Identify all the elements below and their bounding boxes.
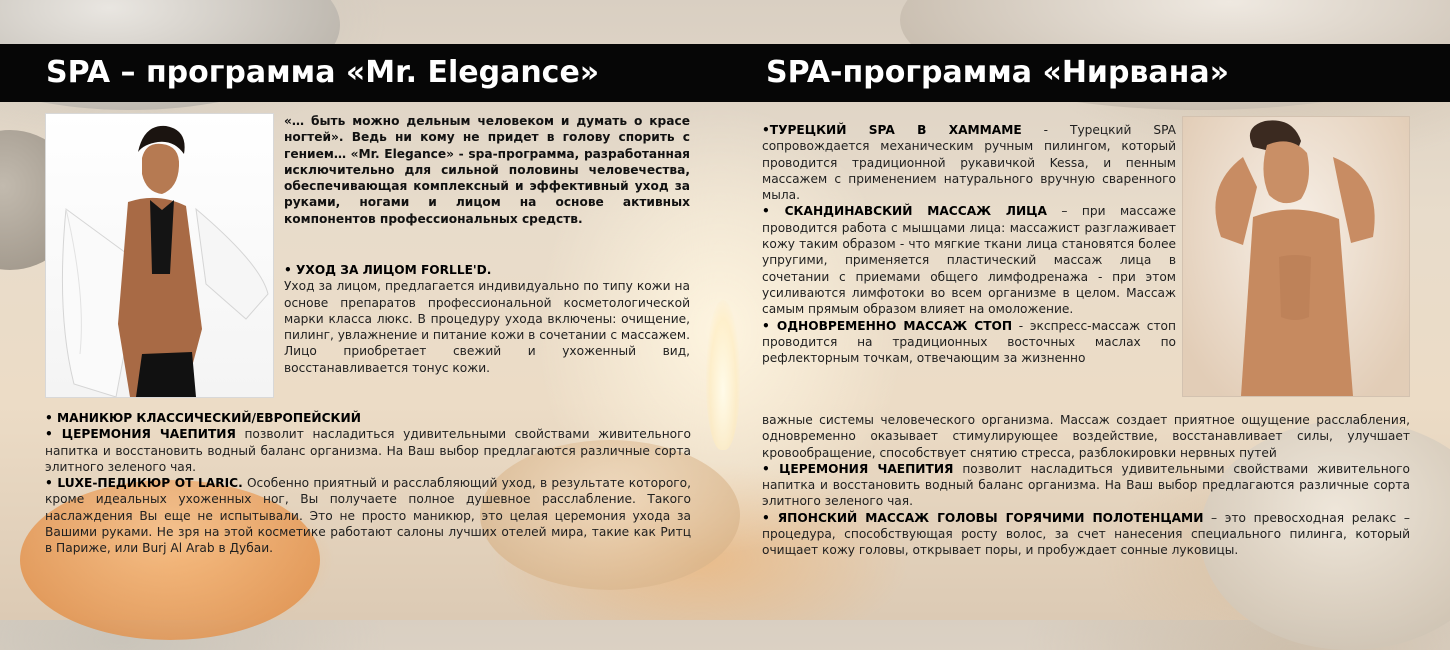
face-care-heading: • УХОД ЗА ЛИЦОМ FORLLE'D. — [284, 263, 492, 277]
pedicure-heading: • LUXE-ПЕДИКЮР ОТ LARIC. — [45, 476, 243, 491]
hammam-heading: •ТУРЕЦКИЙ SPA В ХАММАМЕ — [762, 123, 1022, 137]
man-in-shirt-photo — [45, 113, 274, 398]
manicure-item: • МАНИКЮР КЛАССИЧЕСКИЙ/ЕВРОПЕЙСКИЙ — [45, 411, 361, 425]
right-tea-ceremony-text: позволит насладиться удивительными свойствами живительного напитка и восстановить водный баланс организма. На Ваш выбор предлагаются различные сорта элитного зеленого чая. — [762, 461, 1410, 509]
tea-ceremony-heading: • ЦЕРЕМОНИЯ ЧАЕПИТИЯ — [45, 427, 236, 442]
relaxing-man-illustration — [1183, 117, 1409, 396]
pedicure-text: Особенно приятный и расслабляющий уход, в результате которого, кроме идеальных ухоженных ног, Вы получаете полное душевное расслабление. Такого наслаждения Вы еще не испытывали. Это не просто маникюр, это целая церемония ухода за Вашими руками. Не зря на этой косметике работают салоны лучших отелей мира, такие как Ритц в Париже, или Burj Al Arab в Дубаи. — [45, 476, 692, 556]
relaxing-man-photo — [1182, 116, 1410, 397]
hammam-text: - Турецкий SPA сопровождается механическим ручным пилингом, который проводится традиционной рукавичкой Kessa, и пенным массажем с применением натурального вручную сваренного мыла. — [762, 123, 1176, 203]
scandinavian-massage-item — [762, 203, 1176, 317]
right-services-top — [762, 122, 1176, 366]
hammam-item — [762, 122, 1176, 203]
japanese-head-massage-text: – это превосходная релакс –процедура, способствующая росту волос, за счет нанесения специального пилинга, который очищает кожу головы, открывает поры, и пробуждает сонные луковицы. — [762, 510, 1410, 558]
japanese-head-massage-item — [762, 510, 1410, 559]
face-care-section — [284, 262, 690, 376]
japanese-head-massage-heading: • ЯПОНСКИЙ МАССАЖ ГОЛОВЫ ГОРЯЧИМИ ПОЛОТЕНЦАМИ — [762, 510, 1204, 525]
left-program-title: SPA – программа «Mr. Elegance» — [46, 55, 600, 90]
candle-flame — [706, 300, 740, 450]
foot-massage-heading: • ОДНОВРЕМЕННО МАССАЖ СТОП — [762, 318, 1013, 333]
man-in-shirt-illustration — [46, 114, 273, 397]
foot-massage-text: - экспресс-массаж стоп проводится на традиционных восточных маслах по рефлекторным точкам, отвечающим за жизненно — [762, 318, 1176, 366]
left-services-list — [45, 410, 691, 557]
right-program-title: SPA-программа «Нирвана» — [766, 55, 1230, 90]
foot-massage-continued: важные системы человеческого организма. Массаж создает приятное ощущение расслабления, одновременно оказывает стимулирующее воздействие, восстанавливает силы, улучшает кровообращение, способствует снятию стресса, разблокировки нервных путей — [762, 413, 1410, 460]
scandinavian-massage-heading: • СКАНДИНАВСКИЙ МАССАЖ ЛИЦА — [762, 204, 1047, 219]
right-tea-ceremony-item — [762, 461, 1410, 510]
foot-massage-item — [762, 318, 1176, 367]
scandinavian-massage-text: – при массаже проводится работа с мышцами лица: массажист разглаживает кожу таким образом - что мягкие ткани лица становятся более упругими, применяется пластический массаж лица в сочетании с приемами общего лимфодренажа - при этом усиливаются лимфотоки во всем организме в целом. Массаж самым прямым образом влияет на омоложение. — [762, 204, 1176, 317]
tea-ceremony-text: позволит насладиться удивительными свойствами живительного напитка и восстановить водный баланс организма. На Ваш выбор предлагаются различные сорта элитного зеленого чая. — [45, 427, 691, 474]
tea-ceremony-item — [45, 426, 691, 475]
pedicure-item — [45, 475, 691, 556]
right-tea-ceremony-heading: • ЦЕРЕМОНИЯ ЧАЕПИТИЯ — [762, 461, 954, 476]
left-intro-paragraph: «… быть можно дельным человеком и думать о красе ногтей». Ведь ни кому не придет в голову спорить с гением… «Mr. Elegance» - spa-программа, разработанная исключительно для сильной половины человечества, обеспечивающая комплексный и эффективный уход за руками, ногами и лицом на основе активных компонентов профессиональных средств. — [284, 114, 690, 226]
right-services-bottom — [762, 412, 1410, 559]
face-care-text: Уход за лицом, предлагается индивидуально по типу кожи на основе препаратов профессиональной косметологической марки класса люкс. В процедуру ухода включены: очищение, пилинг, увлажнение и питание кожи в сочетании с массажем. Лицо приобретает свежий и ухоженный вид, восстанавливается тонус кожи. — [284, 279, 691, 375]
